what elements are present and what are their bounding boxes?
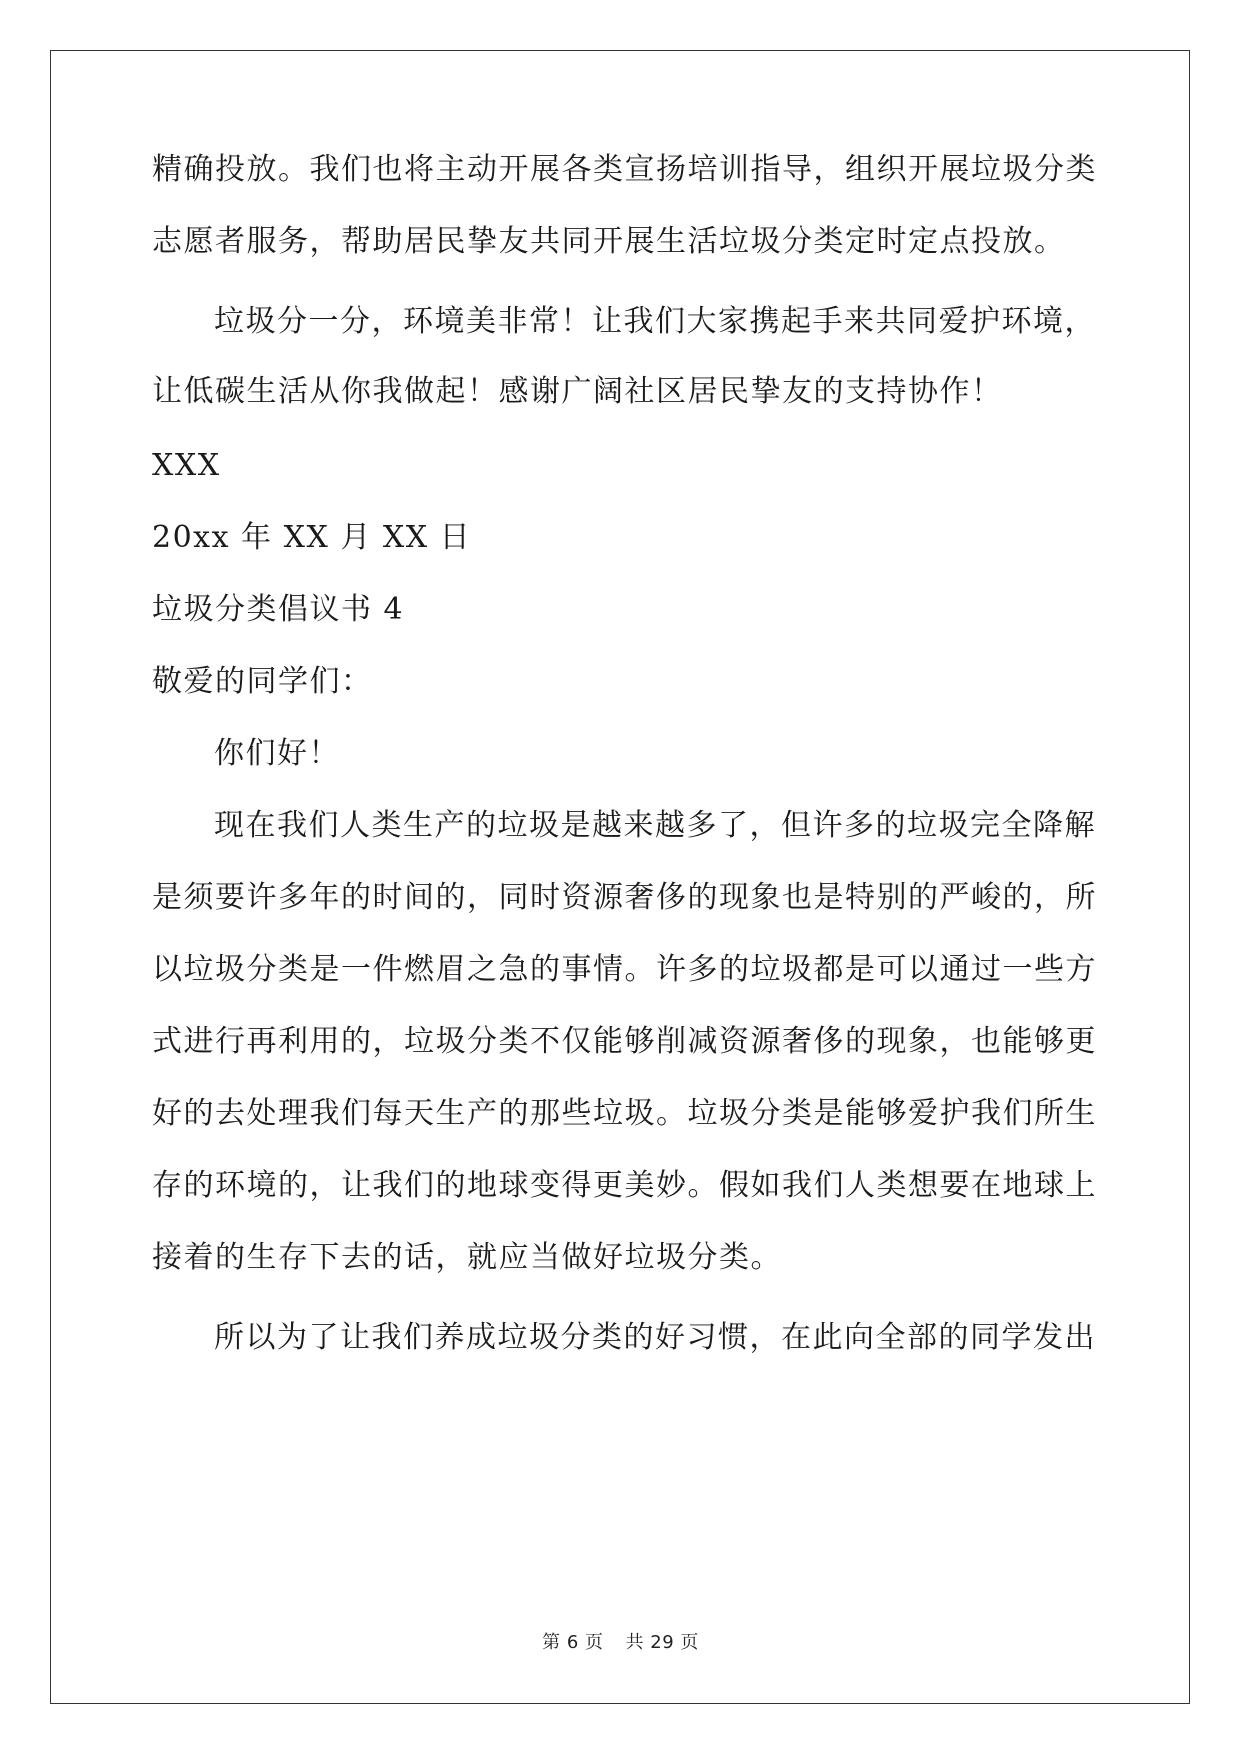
paragraph-line: 以垃圾分类是一件燃眉之急的事情。许多的垃圾都是可以通过一些方 xyxy=(152,952,1097,987)
paragraph-line: 是须要许多年的时间的，同时资源奢侈的现象也是特别的严峻的，所 xyxy=(152,880,1097,915)
page-border xyxy=(50,50,1190,1704)
paragraph-line: 让低碳生活从你我做起！感谢广阔社区居民挚友的支持协作！ xyxy=(152,374,1003,409)
paragraph-line: 现在我们人类生产的垃圾是越来越多了，但许多的垃圾完全降解 xyxy=(214,808,1096,843)
page-total: 共 29 页 xyxy=(625,1632,699,1653)
paragraph-line: 式进行再利用的，垃圾分类不仅能够削减资源奢侈的现象，也能够更 xyxy=(152,1024,1097,1059)
paragraph-line: 垃圾分一分，环境美非常！让我们大家携起手来共同爱护环境， xyxy=(214,304,1096,339)
paragraph-line: 所以为了让我们养成垃圾分类的好习惯，在此向全部的同学发出 xyxy=(214,1320,1096,1355)
greeting: 你们好！ xyxy=(214,736,340,771)
section-title: 垃圾分类倡议书 4 xyxy=(152,592,405,627)
page-footer xyxy=(0,1628,1241,1654)
signature-date: 20xx 年 XX 月 XX 日 xyxy=(152,520,472,555)
paragraph-line: 好的去处理我们每天生产的那些垃圾。垃圾分类是能够爱护我们所生 xyxy=(152,1096,1097,1131)
page-number: 第 6 页 xyxy=(542,1632,604,1653)
salutation: 敬爱的同学们： xyxy=(152,664,373,699)
paragraph-line: 接着的生存下去的话，就应当做好垃圾分类。 xyxy=(152,1240,782,1275)
paragraph-line: 精确投放。我们也将主动开展各类宣扬培训指导，组织开展垃圾分类 xyxy=(152,152,1097,187)
paragraph-line: 志愿者服务，帮助居民挚友共同开展生活垃圾分类定时定点投放。 xyxy=(152,224,1066,259)
signature-name: XXX xyxy=(152,448,221,483)
paragraph-line: 存的环境的，让我们的地球变得更美妙。假如我们人类想要在地球上 xyxy=(152,1168,1097,1203)
